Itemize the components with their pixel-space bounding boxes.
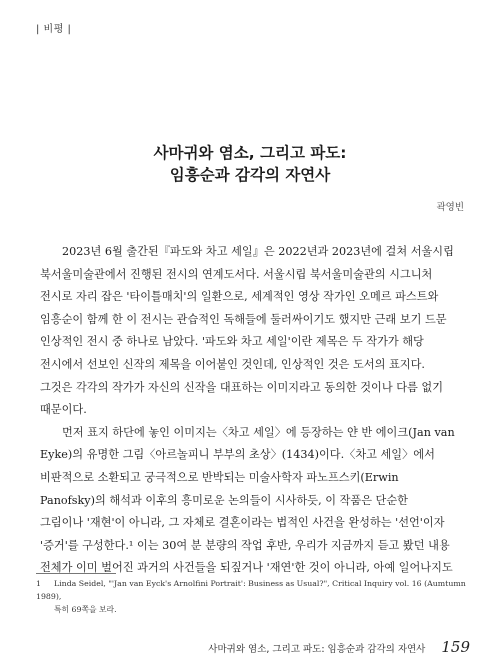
text-line: 인상적인 전시 중 하나로 남았다. '파도와 차고 세일'이란 제목은 두 작가가 해당: [40, 335, 424, 349]
footnote-note: 특히 69쪽을 보라.: [54, 605, 117, 614]
running-title: 사마귀와 염소, 그리고 파도: 임흥순과 감각의 자연사: [208, 644, 426, 655]
text-line: 비판적으로 소환되고 궁극적으로 반박되는 미술사학자 파노프스키(Erwin: [40, 470, 399, 484]
page-footer: [0, 638, 470, 656]
section-tag: | 비평 |: [36, 24, 72, 35]
footnote-divider: [36, 573, 116, 574]
text-line: Eyke)의 유명한 그림〈아르놀피니 부부의 초상〉(1434)이다.〈차고 세일〉에서: [40, 448, 435, 462]
footnote-number: 1: [36, 579, 41, 588]
footnote-citation: Linda Seidel, "'Jan van Eyck's Arnolfini Portrait': Business as Usual?", Critical Inquiry vol. 16 (Aumtumn 1989),: [36, 579, 466, 601]
text-line: 때문이다.: [40, 403, 87, 417]
author-name: 곽영빈: [436, 202, 464, 213]
text-line: 전시로 자리 잡은 '타이틀매치'의 일환으로, 세계적인 영상 작가인 오메르 파스트와: [40, 290, 439, 304]
text-line: '증거'를 구성한다.¹ 이는 30여 분 분량의 작업 후반, 우리가 지금까지 듣고 봤던 내용: [40, 538, 450, 552]
text-line: 먼저 표지 하단에 놓인 이미지는〈차고 세일〉에 등장하는 얀 반 에이크(Jan van: [62, 425, 455, 439]
title-line-2: 임흥순과 감각의 자연사: [169, 166, 331, 184]
paragraph-2: [40, 422, 467, 580]
title-line-1: 사마귀와 염소, 그리고 파도:: [153, 144, 347, 162]
text-line: 그것은 각각의 작가가 자신의 신작을 대표하는 이미지라고 동의한 것이나 다름 없기: [40, 380, 444, 394]
article-title: [0, 142, 500, 186]
text-line: 전체가 이미 벌어진 과거의 사건들을 되짚거나 '재연'한 것이 아니라, 아예 일어나지도: [40, 561, 453, 575]
text-line: 그림이나 '재현'이 아니라, 그 자체로 결혼이라는 법적인 사건을 완성하는 '선언'이자: [40, 516, 445, 530]
text-line: Panofsky)의 해석과 이후의 흥미로운 논의들이 시사하듯, 이 작품은 단순한: [40, 493, 408, 507]
paragraph-1: [40, 241, 467, 422]
article-body: [40, 241, 467, 580]
page-number: 159: [441, 638, 470, 656]
footnote: [36, 577, 468, 616]
text-line: 전시에서 선보인 신작의 제목을 이어붙인 것인데, 인상적인 것은 도서의 표지다.: [40, 357, 425, 371]
text-line: 북서울미술관에서 진행된 전시의 연계도서다. 서울시립 북서울미술관의 시그니처: [40, 267, 433, 281]
text-line: 2023년 6월 출간된『파도와 차고 세일』은 2022년과 2023년에 걸쳐 서울시립: [62, 245, 454, 258]
text-line: 임흥순이 함께 한 이 전시는 관습적인 독해들에 둘러싸이기도 했지만 근래 보기 드문: [40, 312, 447, 326]
